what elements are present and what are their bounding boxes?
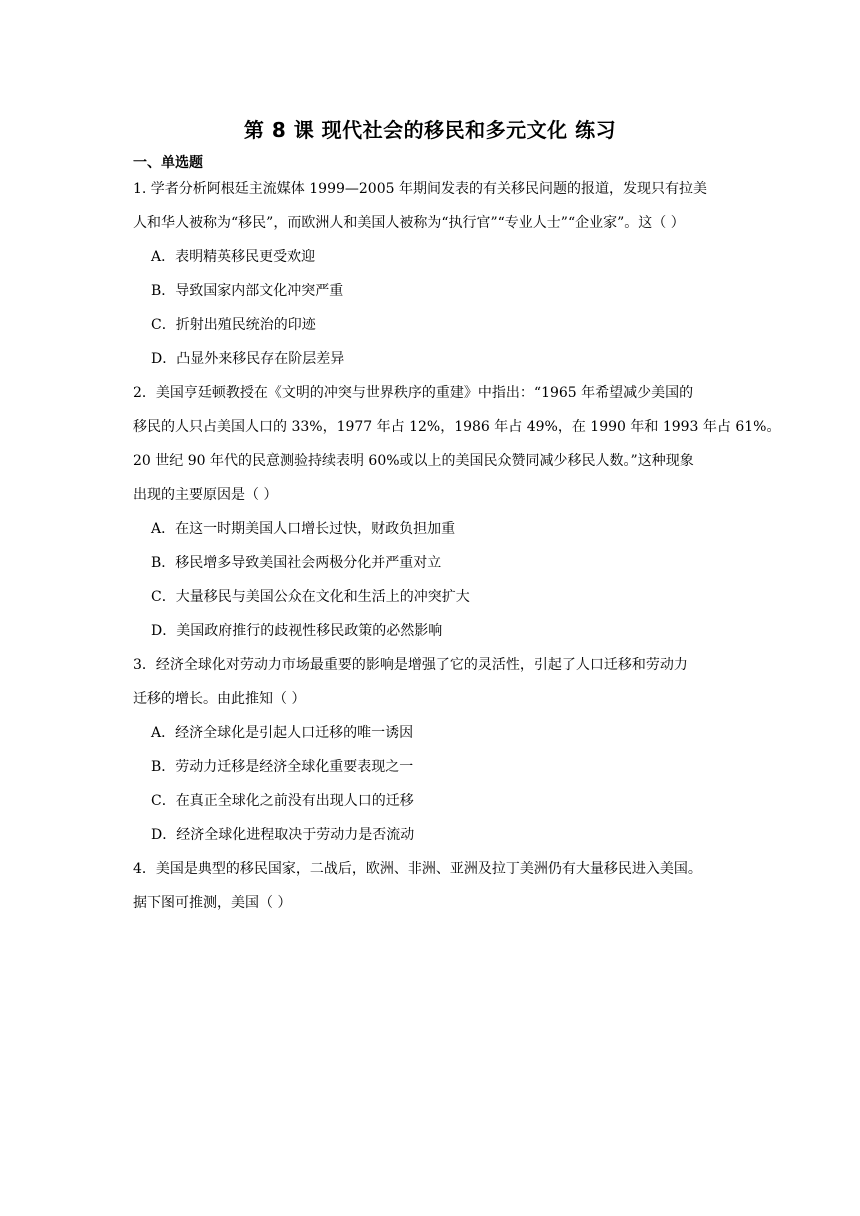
option-d: D．经济全球化进程取决于劳动力是否流动	[151, 827, 415, 843]
stem-line: 人和华人被称为“移民”，而欧洲人和美国人被称为“执行官”“专业人士”“企业家”。这（ ）	[133, 215, 685, 231]
question-stem	[133, 648, 733, 716]
stem-line: 出现的主要原因是（ ）	[133, 487, 278, 503]
option-c: C．大量移民与美国公众在文化和生活上的冲突扩大	[151, 589, 470, 605]
question-2	[133, 376, 781, 648]
option-d: D．美国政府推行的歧视性移民政策的必然影响	[151, 623, 443, 639]
option-c: C．在真正全球化之前没有出现人口的迁移	[151, 793, 414, 809]
stem-line: 3．经济全球化对劳动力市场最重要的影响是增强了它的灵活性，引起了人口迁移和劳动力	[133, 657, 688, 673]
question-list	[133, 172, 781, 920]
section-heading: 一、单选题	[133, 155, 203, 171]
stem-line: 1. 学者分析阿根廷主流媒体 1999—2005 年期间发表的有关移民问题的报道，发现只有拉美	[133, 181, 707, 197]
option-b: B．导致国家内部文化冲突严重	[151, 283, 344, 299]
stem-line: 据下图可推测，美国（ ）	[133, 895, 292, 911]
stem-line: 2．美国亨廷顿教授在《文明的冲突与世界秩序的重建》中指出：“1965 年希望减少美国的	[133, 385, 694, 401]
question-1	[133, 172, 733, 376]
option-a: A．表明精英移民更受欢迎	[151, 249, 316, 265]
option-a: A．在这一时期美国人口增长过快，财政负担加重	[151, 521, 456, 537]
option-b: B．劳动力迁移是经济全球化重要表现之一	[151, 759, 414, 775]
stem-line: 移民的人只占美国人口的 33%，1977 年占 12%，1986 年占 49%，在 1990 年和 1993 年占 61%。	[133, 419, 781, 435]
question-stem	[133, 852, 733, 920]
option-d: D．凸显外来移民存在阶层差异	[151, 351, 345, 367]
stem-line: 20 世纪 90 年代的民意测验持续表明 60%或以上的美国民众赞同减少移民人数。”这种现象	[133, 453, 694, 469]
stem-line: 4．美国是典型的移民国家，二战后，欧洲、非洲、亚洲及拉丁美洲仍有大量移民进入美国。	[133, 861, 702, 877]
option-b: B．移民增多导致美国社会两极分化并严重对立	[151, 555, 442, 571]
question-stem	[133, 376, 781, 512]
option-c: C．折射出殖民统治的印迹	[151, 317, 316, 333]
question-stem	[133, 172, 733, 240]
question-4	[133, 852, 733, 920]
question-3	[133, 648, 733, 852]
page-title: 第 8 课 现代社会的移民和多元文化 练习	[243, 118, 617, 142]
stem-line: 迁移的增长。由此推知（ ）	[133, 691, 306, 707]
option-a: A．经济全球化是引起人口迁移的唯一诱因	[151, 725, 414, 741]
